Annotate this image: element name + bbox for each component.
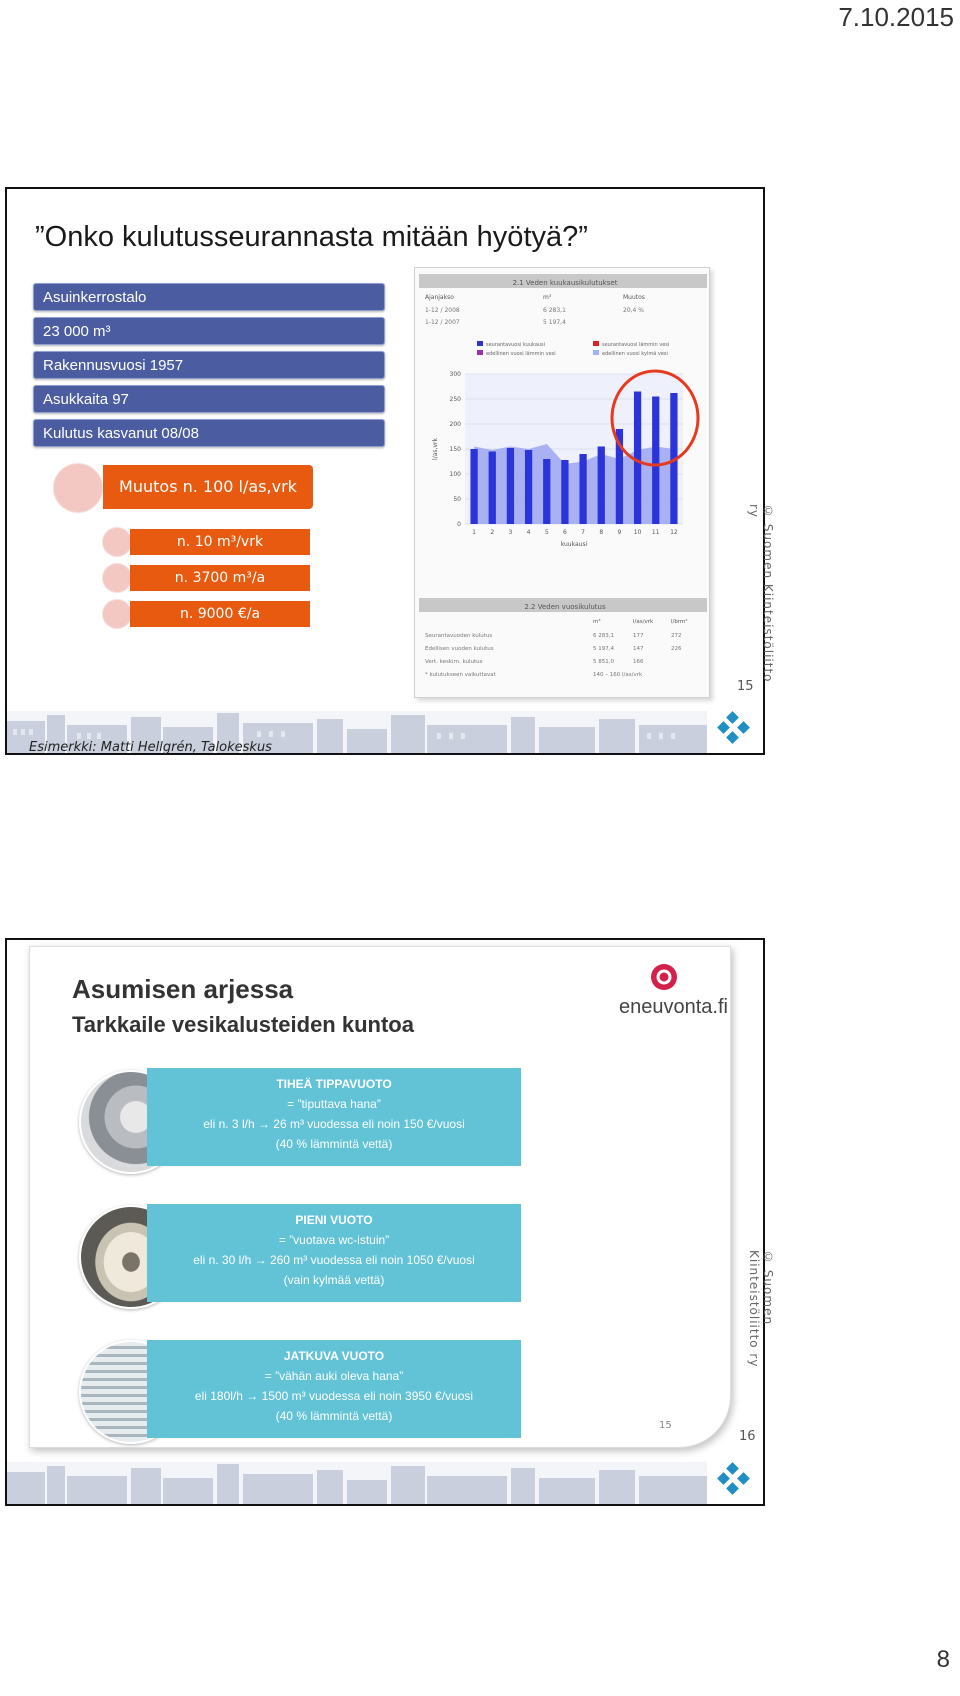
slide-title: ”Onko kulutusseurannasta mitään hyötyä?”: [35, 221, 588, 253]
change-item-yearly-volume: n. 3700 m³/a: [130, 565, 310, 591]
chart-card: [414, 267, 710, 698]
top-table-cell: 6 283,1: [543, 307, 566, 314]
bar: [507, 448, 514, 524]
slide-number: 16: [739, 1429, 756, 1444]
info-box-build-year: Rakennusvuosi 1957: [33, 351, 385, 379]
x-tick-label: 11: [651, 529, 660, 536]
bar: [652, 397, 659, 525]
x-tick-label: 7: [581, 529, 585, 536]
bottom-table-cell: 166: [633, 659, 644, 665]
bottom-table-cell: Edellisen vuoden kulutus: [425, 646, 494, 652]
top-table-cell: 1-12 / 2008: [425, 307, 460, 314]
change-item-yearly-cost: n. 9000 €/a: [130, 601, 310, 627]
box-quote: = ”vuotava wc-istuin”: [278, 1233, 390, 1247]
bottom-table-cell: 5 197,4: [593, 646, 614, 652]
box-line: (vain kylmää vettä): [283, 1273, 385, 1287]
info-box-small-leak: [147, 1204, 521, 1302]
top-table-header: Ajanjakso: [425, 294, 454, 301]
info-box-drip-leak: [147, 1068, 521, 1166]
footer-skyline: [7, 1462, 707, 1504]
bottom-table-cell: 272: [671, 633, 682, 639]
bottom-table-cell: 147: [633, 646, 644, 652]
info-box-consumption: Kulutus kasvanut 08/08: [33, 419, 385, 447]
box-line: eli n. 30 l/h → 260 m³ vuodessa eli noin 1050 €/vuosi: [193, 1253, 475, 1267]
legend-label: edellinen vuosi lämmin vesi: [486, 351, 556, 357]
x-tick-label: 2: [490, 529, 495, 536]
bullet-circle: [102, 599, 132, 629]
bar: [543, 459, 550, 524]
legend-swatch: [477, 341, 483, 346]
bar: [634, 392, 641, 525]
kiinteistoliitto-logo-icon: [713, 1462, 755, 1500]
legend-label: edellinen vuosi kylmä vesi: [602, 351, 668, 357]
bottom-table-cell: Seurantavuoden kulutus: [425, 633, 493, 639]
x-tick-label: 3: [508, 529, 513, 536]
info-box-building-type: Asuinkerrostalo: [33, 283, 385, 311]
top-table-cell: 5 197,4: [543, 319, 566, 326]
legend-swatch: [593, 350, 599, 355]
bar: [561, 460, 568, 524]
y-tick-label: 150: [449, 446, 461, 453]
x-tick-label: 5: [544, 529, 549, 536]
brand-name: eneuvonta.fi: [619, 996, 728, 1018]
top-table-title: 2.1 Veden kuukausikulutukset: [512, 279, 618, 287]
bullet-circle: [102, 563, 132, 593]
bottom-table-cell: Vert. keskim. kulutus: [425, 659, 483, 665]
box-line: eli n. 3 l/h → 26 m³ vuodessa eli noin 150 €/vuosi: [203, 1117, 465, 1131]
legend-label: seurantavuosi lämmin vesi: [602, 342, 670, 348]
y-tick-label: 0: [457, 521, 461, 528]
top-table-header: Muutos: [623, 294, 645, 301]
info-box-residents: Asukkaita 97: [33, 385, 385, 413]
bar: [579, 454, 586, 524]
change-item-daily: n. 10 m³/vrk: [130, 529, 310, 555]
change-main-box: Muutos n. 100 l/as,vrk: [103, 465, 313, 509]
x-tick-label: 10: [633, 529, 642, 536]
consumption-report: [415, 268, 711, 699]
bullet-circle-large: [53, 463, 103, 513]
legend-swatch: [593, 341, 599, 346]
page-date: 7.10.2015: [838, 2, 954, 32]
bullet-circle: [102, 527, 132, 557]
top-table-header: m³: [543, 294, 552, 301]
legend-label: seurantavuosi kuukausi: [486, 342, 546, 348]
box-title: TIHEÄ TIPPAVUOTO: [276, 1077, 392, 1091]
top-table-cell: 1-12 / 2007: [425, 319, 460, 326]
bottom-table-cell: * kulutukseen vaikuttavat: [425, 672, 496, 678]
slide-subtitle: Tarkkaile vesikalusteiden kuntoa: [72, 1012, 414, 1037]
bottom-table-cell: 177: [633, 633, 644, 639]
bar-chart: [432, 371, 698, 548]
bottom-table-cell: 140 – 160 l/as/vrk: [593, 672, 643, 678]
box-line: (40 % lämmintä vettä): [275, 1137, 393, 1151]
y-tick-label: 300: [449, 371, 461, 378]
bottom-table-cell: 6 283,1: [593, 633, 614, 639]
bottom-table-cell: 226: [671, 646, 682, 652]
bottom-table-cell: 5 851,0: [593, 659, 614, 665]
bar: [598, 447, 605, 525]
inner-page-number: 15: [659, 1420, 672, 1431]
x-axis-label: kuukausi: [560, 541, 588, 548]
box-title: JATKUVA VUOTO: [283, 1349, 385, 1363]
bottom-table-title: 2.2 Veden vuosikulutus: [524, 603, 606, 611]
x-tick-label: 8: [599, 529, 604, 536]
eneuvonta-logo-icon: [649, 962, 679, 992]
source-caption: Esimerkki: Matti Hellgrén, Talokeskus: [29, 740, 272, 755]
x-tick-label: 12: [670, 529, 678, 536]
bar: [525, 450, 532, 524]
y-tick-label: 50: [453, 496, 461, 503]
page-number: 8: [936, 1646, 950, 1673]
x-tick-label: 9: [617, 529, 622, 536]
box-line: eli 180l/h → 1500 m³ vuodessa eli noin 3950 €/vuosi: [194, 1389, 474, 1403]
box-quote: = ”tiputtava hana”: [287, 1097, 381, 1111]
y-tick-label: 100: [449, 471, 461, 478]
slide-16: [5, 938, 775, 1506]
x-tick-label: 6: [563, 529, 567, 536]
bottom-table-header: m³: [593, 619, 601, 625]
top-table-cell: 20,4 %: [623, 307, 644, 314]
box-quote: = ”vähän auki oleva hana”: [264, 1369, 404, 1383]
kiinteistoliitto-logo-icon: [713, 711, 755, 749]
info-box-volume: 23 000 m³: [33, 317, 385, 345]
legend-swatch: [477, 350, 483, 355]
x-tick-label: 4: [526, 529, 531, 536]
slide-number: 15: [737, 679, 754, 694]
y-axis-label: l/as,vrk: [432, 438, 439, 460]
box-title: PIENI VUOTO: [295, 1213, 373, 1227]
y-tick-label: 250: [449, 396, 461, 403]
slide-title: Asumisen arjessa: [72, 974, 294, 1004]
slide-15: [5, 187, 775, 755]
bar: [489, 452, 496, 525]
box-line: (40 % lämmintä vettä): [275, 1409, 393, 1423]
bottom-table-header: l/as/vrk: [633, 619, 654, 625]
x-tick-label: 1: [472, 529, 476, 536]
y-tick-label: 200: [449, 421, 461, 428]
copyright-text: © Suomen Kiinteistöliitto ry: [747, 1250, 775, 1368]
info-box-continuous-leak: [147, 1340, 521, 1438]
bar: [470, 449, 477, 524]
copyright-text: © Suomen Kiinteistöliitto ry: [747, 504, 775, 683]
bottom-table-header: l/brm²: [671, 619, 688, 625]
bottom-table: [425, 618, 688, 678]
